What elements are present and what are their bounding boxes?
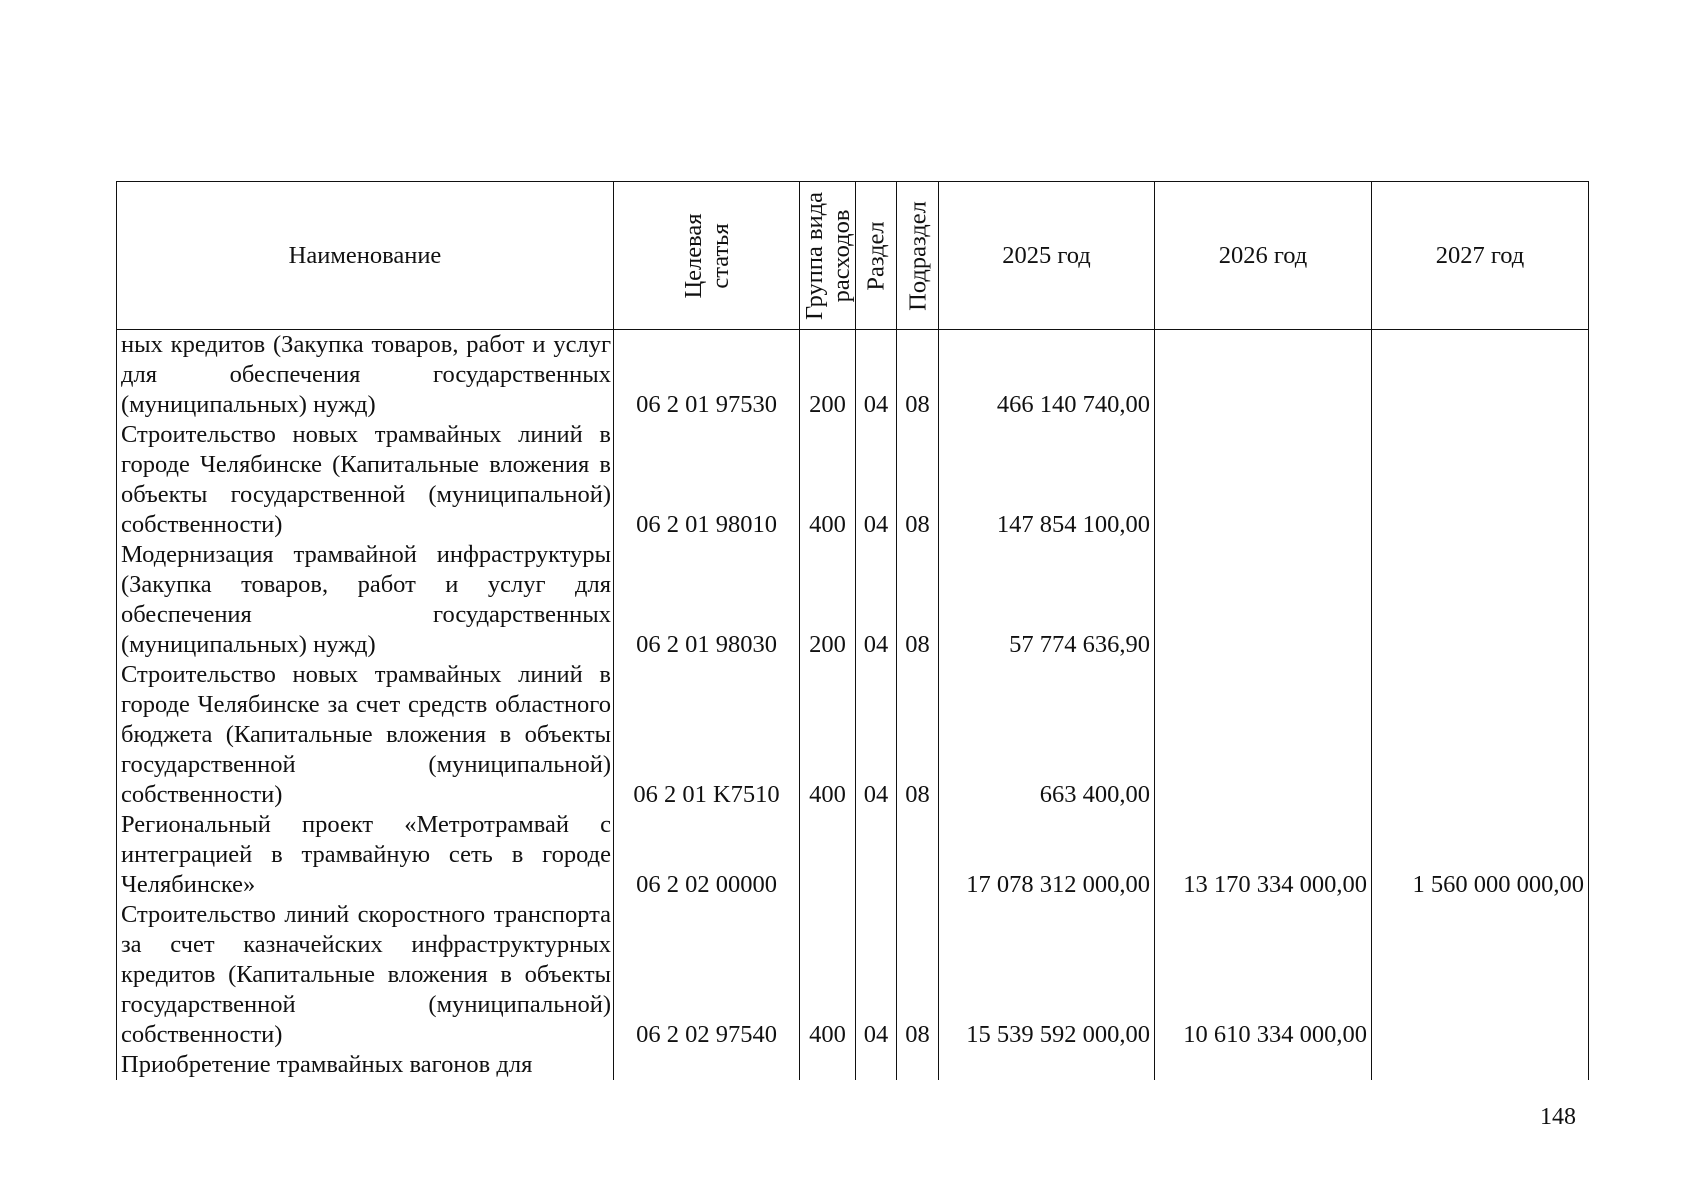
row-amount-2026: 10 610 334 000,00 bbox=[1155, 900, 1372, 1050]
table-row bbox=[117, 540, 1589, 660]
row-target-article: 06 2 01 97530 bbox=[614, 330, 800, 421]
row-expense-group: 200 bbox=[800, 330, 856, 421]
row-name: Строительство новых трамвайных линий в городе Челябинске за счет средств областного бюджета (Капитальные вложения в объекты государственной (муниципальной) собственности) bbox=[117, 660, 614, 810]
header-target-article bbox=[614, 182, 800, 330]
row-target-article bbox=[614, 1050, 800, 1080]
row-amount-2025: 466 140 740,00 bbox=[939, 330, 1155, 421]
row-section: 04 bbox=[856, 660, 897, 810]
row-target-article: 06 2 02 97540 bbox=[614, 900, 800, 1050]
row-name: Строительство линий скоростного транспорта за счет казначейских инфраструктурных кредитов (Капитальные вложения в объекты государственной (муниципальной) собственности) bbox=[117, 900, 614, 1050]
budget-table bbox=[116, 181, 1589, 1080]
row-amount-2025: 663 400,00 bbox=[939, 660, 1155, 810]
header-section bbox=[856, 182, 897, 330]
header-expense-group bbox=[800, 182, 856, 330]
row-subsection: 08 bbox=[897, 660, 939, 810]
row-subsection: 08 bbox=[897, 540, 939, 660]
row-amount-2026 bbox=[1155, 330, 1372, 421]
row-section: 04 bbox=[856, 330, 897, 421]
header-group-line2: расходов bbox=[827, 209, 855, 302]
row-amount-2025: 17 078 312 000,00 bbox=[939, 810, 1155, 900]
row-amount-2026 bbox=[1155, 660, 1372, 810]
row-amount-2026 bbox=[1155, 1050, 1372, 1080]
table-header-row bbox=[117, 182, 1589, 330]
row-amount-2027 bbox=[1372, 420, 1589, 540]
header-2025: 2025 год bbox=[939, 182, 1155, 330]
row-amount-2025 bbox=[939, 1050, 1155, 1080]
table-row bbox=[117, 900, 1589, 1050]
row-subsection bbox=[897, 1050, 939, 1080]
row-amount-2027 bbox=[1372, 330, 1589, 421]
header-2026: 2026 год bbox=[1155, 182, 1372, 330]
header-section-label: Раздел bbox=[862, 220, 890, 291]
row-target-article: 06 2 02 00000 bbox=[614, 810, 800, 900]
row-amount-2027 bbox=[1372, 660, 1589, 810]
row-target-article: 06 2 01 K7510 bbox=[614, 660, 800, 810]
header-subsection-label: Подраздел bbox=[904, 200, 931, 311]
table-row bbox=[117, 660, 1589, 810]
row-name: ных кредитов (Закупка товаров, работ и услуг для обеспечения государственных (муниципальных) нужд) bbox=[117, 330, 614, 421]
header-target-line2: статья bbox=[706, 222, 734, 289]
row-expense-group: 400 bbox=[800, 660, 856, 810]
row-expense-group: 400 bbox=[800, 420, 856, 540]
header-2027: 2027 год bbox=[1372, 182, 1589, 330]
row-subsection: 08 bbox=[897, 420, 939, 540]
row-subsection bbox=[897, 810, 939, 900]
row-target-article: 06 2 01 98010 bbox=[614, 420, 800, 540]
row-name: Региональный проект «Метротрамвай с интеграцией в трамвайную сеть в городе Челябинске» bbox=[117, 810, 614, 900]
row-name: Модернизация трамвайной инфраструктуры (Закупка товаров, работ и услуг для обеспечения государственных (муниципальных) нужд) bbox=[117, 540, 614, 660]
row-name: Строительство новых трамвайных линий в городе Челябинске (Капитальные вложения в объекты государственной (муниципальной) собственности) bbox=[117, 420, 614, 540]
row-expense-group: 200 bbox=[800, 540, 856, 660]
header-target-line1: Целевая bbox=[679, 212, 707, 299]
row-expense-group bbox=[800, 810, 856, 900]
row-expense-group bbox=[800, 1050, 856, 1080]
header-group-line1: Группа вида bbox=[800, 191, 828, 320]
table-row bbox=[117, 1050, 1589, 1080]
row-amount-2027: 1 560 000 000,00 bbox=[1372, 810, 1589, 900]
row-section: 04 bbox=[856, 420, 897, 540]
row-subsection: 08 bbox=[897, 330, 939, 421]
row-amount-2025: 57 774 636,90 bbox=[939, 540, 1155, 660]
row-section bbox=[856, 1050, 897, 1080]
row-name: Приобретение трамвайных вагонов для bbox=[117, 1050, 614, 1080]
row-amount-2025: 15 539 592 000,00 bbox=[939, 900, 1155, 1050]
row-amount-2025: 147 854 100,00 bbox=[939, 420, 1155, 540]
table-row bbox=[117, 420, 1589, 540]
row-section: 04 bbox=[856, 540, 897, 660]
header-subsection bbox=[897, 182, 939, 330]
table-row bbox=[117, 330, 1589, 421]
row-subsection: 08 bbox=[897, 900, 939, 1050]
row-expense-group: 400 bbox=[800, 900, 856, 1050]
row-amount-2027 bbox=[1372, 900, 1589, 1050]
table-row bbox=[117, 810, 1589, 900]
row-target-article: 06 2 01 98030 bbox=[614, 540, 800, 660]
row-amount-2026 bbox=[1155, 540, 1372, 660]
row-section bbox=[856, 810, 897, 900]
row-amount-2027 bbox=[1372, 1050, 1589, 1080]
row-amount-2026: 13 170 334 000,00 bbox=[1155, 810, 1372, 900]
header-name: Наименование bbox=[117, 182, 614, 330]
row-section: 04 bbox=[856, 900, 897, 1050]
row-amount-2026 bbox=[1155, 420, 1372, 540]
page-number: 148 bbox=[1540, 1104, 1576, 1130]
row-amount-2027 bbox=[1372, 540, 1589, 660]
